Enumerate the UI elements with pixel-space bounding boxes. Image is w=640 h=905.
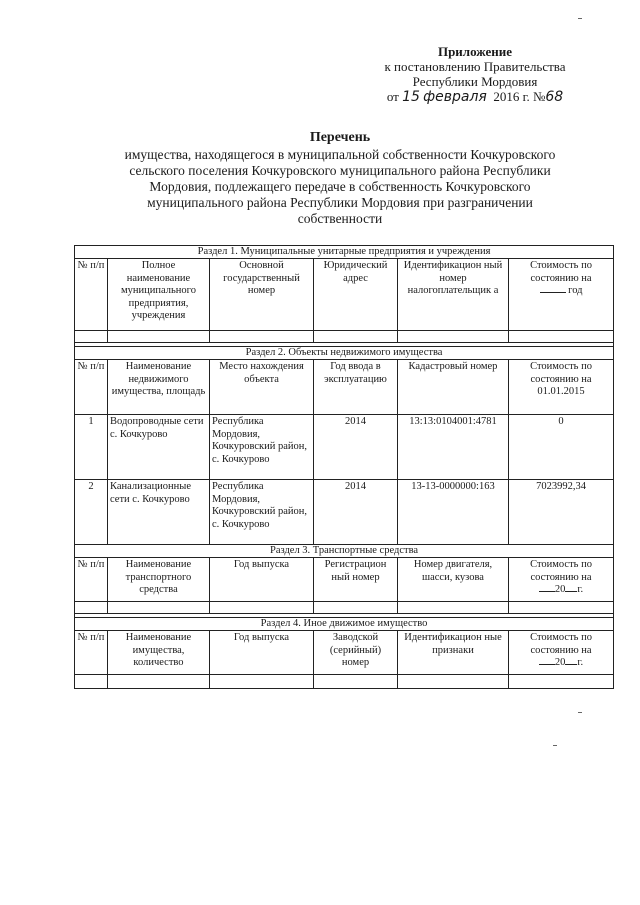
col-address-header: Юридический адрес (314, 259, 398, 331)
col-name-header: Полное наименование муниципального предприятия, учреждения (108, 259, 210, 331)
row-cost: 7023992,34 (509, 480, 614, 545)
blank-underline (540, 292, 566, 293)
appendix-line-2: Республики Мордовия (412, 74, 538, 89)
col-cost-header: Стоимость по состоянию на 01.01.2015 (509, 360, 614, 415)
col-year-header: Год выпуска (210, 631, 314, 675)
col-name-header: Наименование недвижимого имущества, площадь (108, 360, 210, 415)
scan-speck (553, 745, 557, 746)
col-name-header: Наименование транспортного средства (108, 558, 210, 602)
row-cadastral: 13:13:0104001:4781 (398, 415, 509, 480)
scan-speck (578, 18, 582, 19)
col-year-header: Год выпуска (210, 558, 314, 602)
section-2-header-row (75, 360, 614, 415)
col-features-header: Идентификацион ные признаки (398, 631, 509, 675)
appendix-date-line: от 15 февраля 2016 г. №68 (386, 89, 564, 105)
table-row-empty (75, 331, 614, 343)
title-heading: Перечень (309, 130, 371, 145)
col-engine-header: Номер двигателя, шасси, кузова (398, 558, 509, 602)
col-num-header: № п/п (75, 558, 108, 602)
col-serial-header: Заводской (серийный) номер (314, 631, 398, 675)
section-3-header-row (75, 558, 614, 602)
col-cost-header: Стоимость по состоянию на 20 г. (509, 631, 614, 675)
row-location: Республика Мордовия, Кочкуровский район, с. Кочкурово (210, 480, 314, 545)
col-num-header: № п/п (75, 631, 108, 675)
row-name: Водопроводные сети с. Кочкурово (108, 415, 210, 480)
appendix-heading: Приложение (437, 44, 513, 59)
row-cadastral: 13-13-0000000:163 (398, 480, 509, 545)
appendix-block (360, 44, 590, 105)
section-2-title: Раздел 2. Объекты недвижимого имущества (75, 347, 614, 360)
document-title (60, 130, 620, 227)
col-cost-header: Стоимость по состоянию на 20 г. (509, 558, 614, 602)
appendix-number: 68 (545, 89, 564, 105)
title-line: Мордовия, подлежащего передаче в собственность Кочкуровского (149, 179, 531, 194)
row-year: 2014 (314, 480, 398, 545)
col-location-header: Место нахождения объекта (210, 360, 314, 415)
col-num-header: № п/п (75, 360, 108, 415)
table-row (75, 480, 614, 545)
row-year: 2014 (314, 415, 398, 480)
appendix-day: 15 (402, 89, 420, 105)
col-inn-header: Идентификацион ный номер налогоплательщик а (398, 259, 509, 331)
col-name-header: Наименование имущества, количество (108, 631, 210, 675)
section-3-title-row (75, 545, 614, 558)
col-num-header: № п/п (75, 259, 108, 331)
row-num: 1 (75, 415, 108, 480)
section-1-header-row (75, 259, 614, 331)
property-table (74, 245, 614, 689)
row-num: 2 (75, 480, 108, 545)
col-regnum-header: Регистрацион ный номер (314, 558, 398, 602)
section-4-title: Раздел 4. Иное движимое имущество (75, 618, 614, 631)
appendix-year: 2016 г. (493, 89, 530, 104)
section-2-title-row (75, 347, 614, 360)
col-year-header: Год ввода в эксплуатацию (314, 360, 398, 415)
section-3-title: Раздел 3. Транспортные средства (75, 545, 614, 558)
table-row-empty (75, 602, 614, 614)
section-4-header-row (75, 631, 614, 675)
title-line: собственности (297, 211, 383, 226)
row-location: Республика Мордовия, Кочкуровский район, с. Кочкурово (210, 415, 314, 480)
section-1-title: Раздел 1. Муниципальные унитарные предприятия и учреждения (75, 246, 614, 259)
col-cost-header: Стоимость по состоянию на год (509, 259, 614, 331)
row-name: Канализационные сети с. Кочкурово (108, 480, 210, 545)
section-4-title-row (75, 618, 614, 631)
col-ogrn-header: Основной государственный номер (210, 259, 314, 331)
title-line: имущества, находящегося в муниципальной собственности Кочкуровского (124, 147, 556, 162)
col-cadastral-header: Кадастровый номер (398, 360, 509, 415)
appendix-month: февраля (423, 89, 487, 105)
scan-speck (578, 712, 582, 713)
table-row (75, 415, 614, 480)
table-row-empty (75, 675, 614, 689)
section-1-title-row (75, 246, 614, 259)
appendix-line-1: к постановлению Правительства (384, 59, 566, 74)
title-line: муниципального района Республики Мордовия при разграничении (147, 195, 533, 210)
row-cost: 0 (509, 415, 614, 480)
title-line: сельского поселения Кочкуровского муниципального района Республики (129, 163, 551, 178)
